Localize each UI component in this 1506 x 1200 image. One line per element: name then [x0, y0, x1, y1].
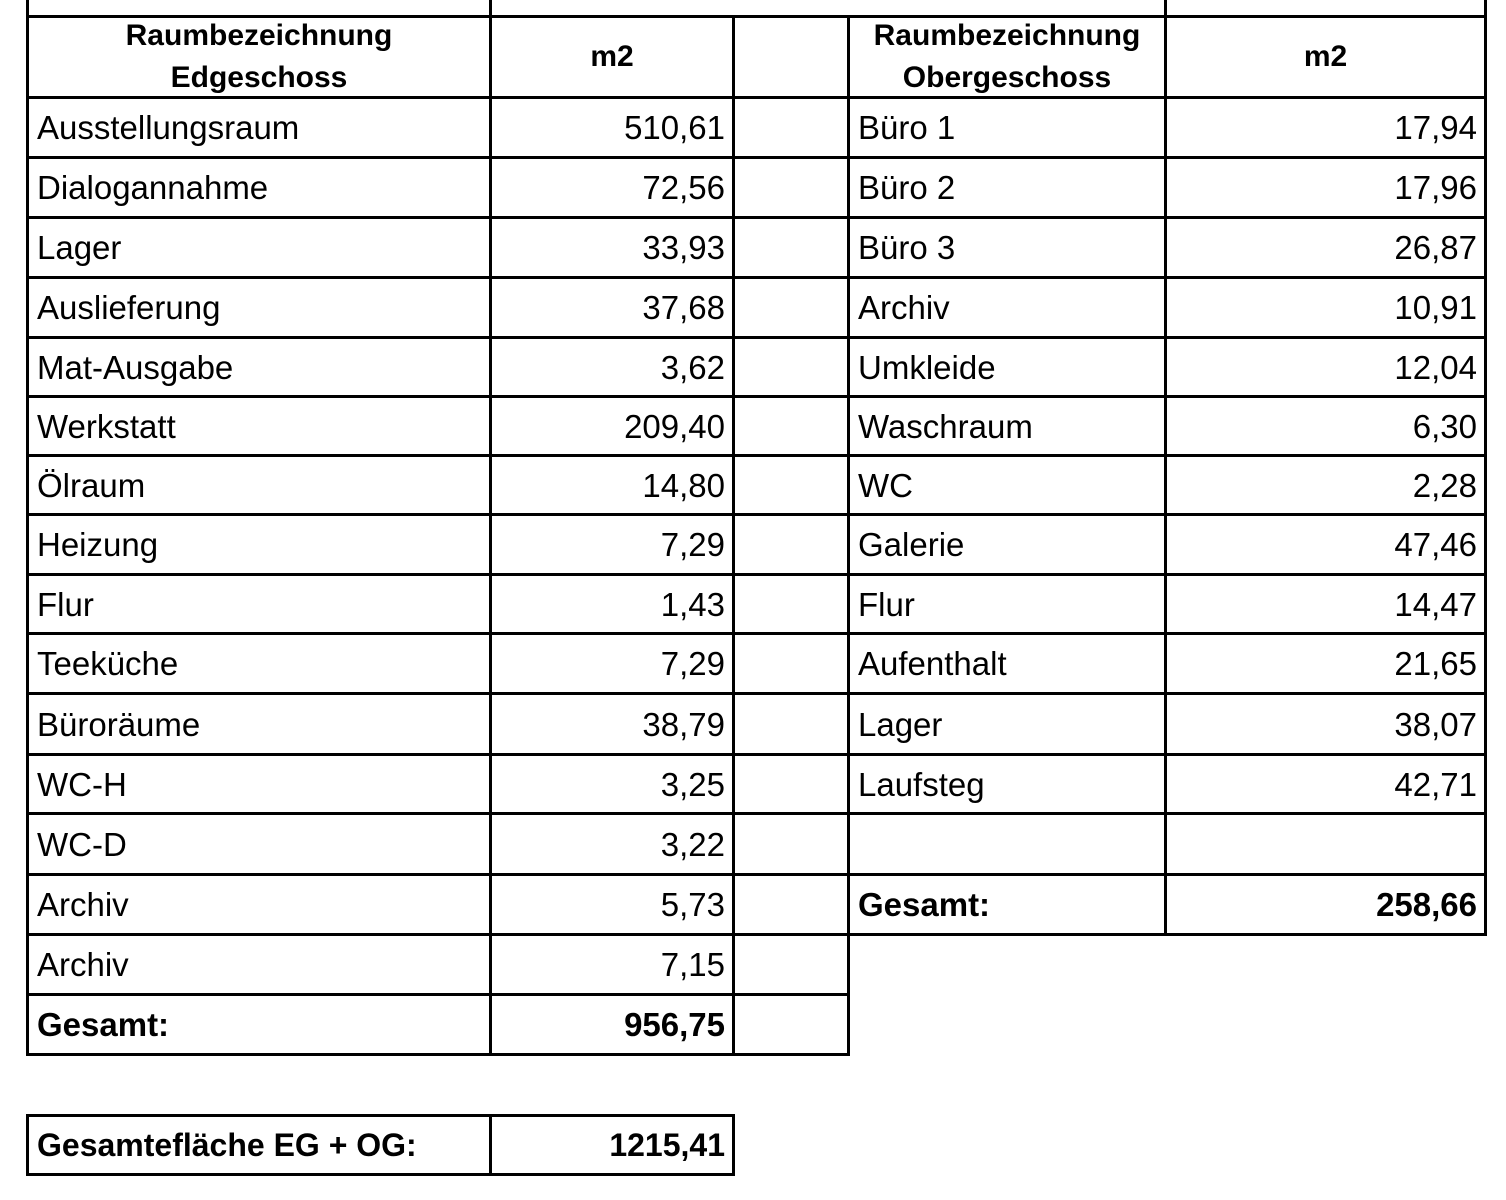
- eg-room-area: 3,62: [660, 348, 725, 386]
- og-room-area: 14,47: [1394, 585, 1477, 623]
- og-total-label: Gesamt:: [858, 886, 991, 923]
- eg-room-name: Lager: [37, 229, 122, 266]
- og-room-area: 17,96: [1394, 169, 1477, 206]
- og-room-area: 12,04: [1394, 348, 1477, 386]
- og-header-line2: Obergeschoss: [902, 61, 1112, 94]
- eg-room-area: 14,80: [642, 466, 725, 504]
- og-room-area: 10,91: [1394, 289, 1477, 326]
- eg-header-line2: Edgeschoss: [170, 61, 348, 94]
- grid-line: [732, 16, 735, 1056]
- og-room-name: Büro 3: [858, 229, 956, 266]
- grand-total-value: 1215,41: [609, 1127, 725, 1163]
- og-unit-label: m2: [1303, 40, 1348, 73]
- eg-room-name: Auslieferung: [37, 289, 221, 326]
- eg-unit-label: m2: [590, 40, 634, 73]
- eg-room-area: 37,68: [642, 289, 725, 326]
- og-room-area: [1167, 815, 1484, 873]
- eg-room-area: 33,93: [642, 229, 725, 266]
- eg-room-area: 3,25: [660, 765, 725, 803]
- eg-room-area: 7,29: [660, 645, 725, 682]
- og-room-name: Flur: [858, 585, 915, 623]
- eg-room-name: Mat-Ausgabe: [37, 348, 234, 386]
- og-room-header: [850, 18, 1164, 96]
- eg-room-area: 72,56: [642, 169, 725, 206]
- eg-total-label: Gesamt:: [37, 1006, 170, 1043]
- eg-room-name: WC-D: [37, 825, 127, 863]
- og-room-name: Umkleide: [858, 348, 996, 386]
- og-room-name: Aufenthalt: [858, 645, 1007, 682]
- og-room-name: WC: [858, 466, 913, 504]
- og-room-area: 42,71: [1394, 765, 1477, 803]
- eg-room-area: 5,73: [660, 886, 725, 923]
- eg-room-area: 38,79: [642, 705, 725, 743]
- eg-room-area: 209,40: [624, 407, 725, 445]
- og-room-name: Büro 2: [858, 169, 956, 206]
- eg-room-name: Heizung: [37, 526, 159, 563]
- eg-room-name: Ölraum: [37, 466, 146, 504]
- og-room-name: Archiv: [858, 289, 950, 326]
- eg-room-name: Büroräume: [37, 705, 201, 743]
- eg-header-line1: Raumbezeichnung: [125, 19, 393, 52]
- eg-room-area: 7,15: [660, 946, 725, 983]
- eg-room-area: 510,61: [624, 109, 725, 146]
- og-room-name: Laufsteg: [858, 765, 985, 803]
- grid-line: [26, 1053, 850, 1056]
- eg-room-area: 3,22: [660, 825, 725, 863]
- og-room-name: Lager: [858, 705, 943, 743]
- grid-line: [1484, 0, 1487, 936]
- og-room-area: 17,94: [1394, 109, 1477, 146]
- eg-room-name: Ausstellungsraum: [37, 109, 300, 146]
- og-unit-header: [1167, 18, 1484, 96]
- eg-room-name: WC-H: [37, 765, 127, 803]
- eg-room-name: Flur: [37, 585, 94, 623]
- og-room-area: 26,87: [1394, 229, 1477, 266]
- eg-room-name: Dialogannahme: [37, 169, 269, 206]
- eg-total-value: 956,75: [624, 1006, 725, 1043]
- og-room-area: 2,28: [1412, 466, 1477, 504]
- og-room-area: 21,65: [1394, 645, 1477, 682]
- eg-room-area: 7,29: [660, 526, 725, 563]
- grand-total-label: Gesamtefläche EG + OG:: [37, 1127, 417, 1163]
- eg-room-name: Archiv: [37, 886, 129, 923]
- og-room-name: [850, 815, 1164, 873]
- og-room-name: Galerie: [858, 526, 965, 563]
- grid-line: [26, 1173, 735, 1176]
- og-room-area: 47,46: [1394, 526, 1477, 563]
- og-room-name: Büro 1: [858, 109, 956, 146]
- og-room-area: 38,07: [1394, 705, 1477, 743]
- eg-room-name: Werkstatt: [37, 407, 176, 445]
- og-room-area: 6,30: [1412, 407, 1477, 445]
- og-total-value: 258,66: [1376, 886, 1477, 923]
- eg-room-area: 1,43: [660, 585, 725, 623]
- eg-room-name: Teeküche: [37, 645, 179, 682]
- og-room-name: Waschraum: [858, 407, 1033, 445]
- eg-room-name: Archiv: [37, 946, 129, 983]
- og-header-line1: Raumbezeichnung: [873, 19, 1141, 52]
- grid-line: [732, 1114, 735, 1176]
- eg-room-header: [29, 18, 489, 96]
- eg-unit-header: [492, 18, 732, 96]
